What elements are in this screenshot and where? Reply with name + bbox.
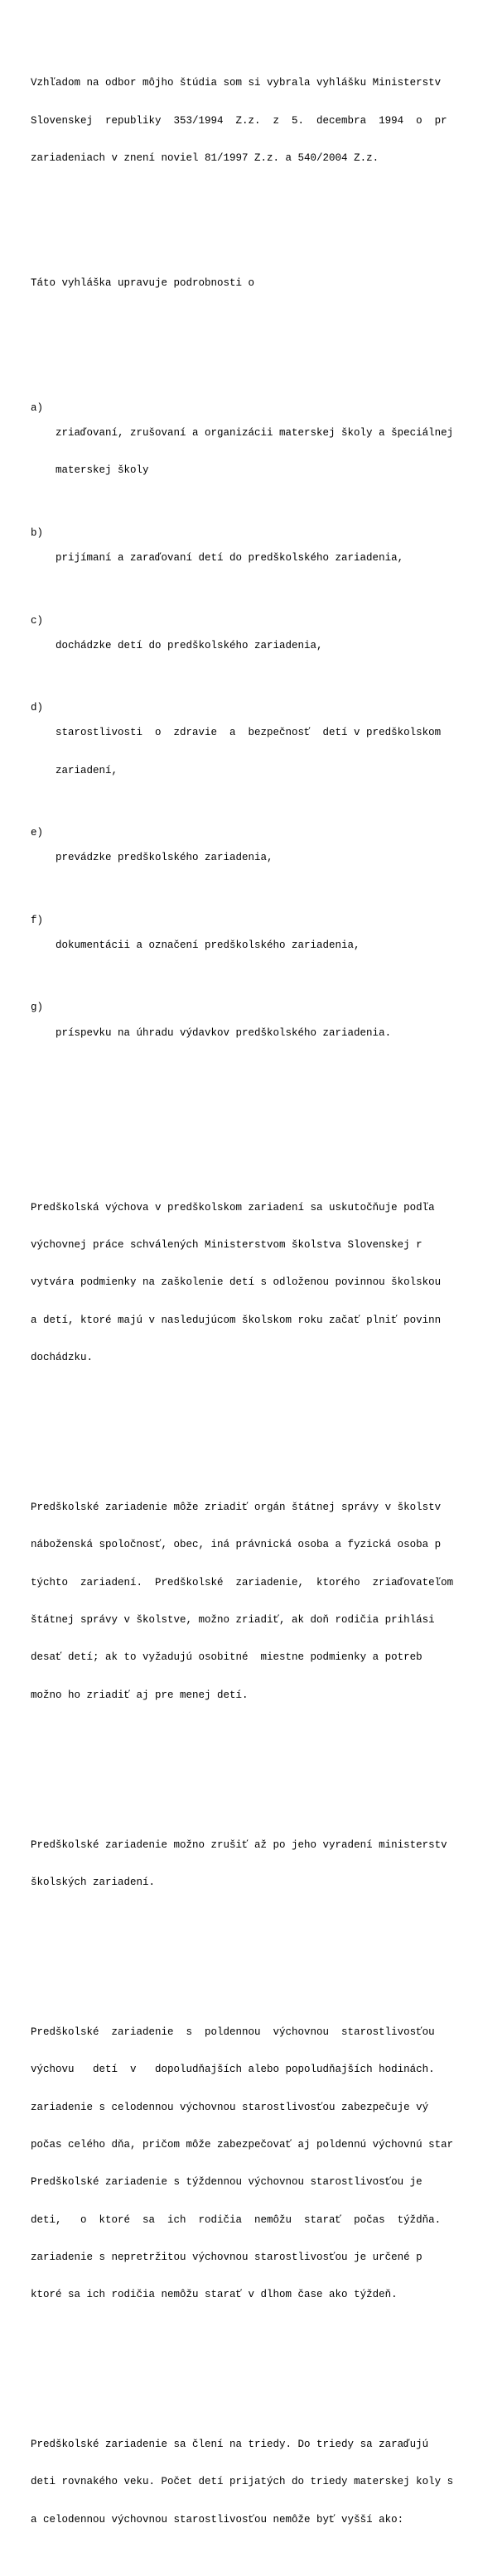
list-item-text: dokumentácii a označení predškolského zariadenia, — [56, 939, 360, 951]
list-item-text: príspevku na úhradu výdavkov predškolského zariadenia. — [56, 1026, 392, 1039]
list-item — [31, 702, 478, 802]
list-item — [31, 527, 478, 589]
text-line: týchto zariadení. Predškolské zariadenie, ktorého zriaďovateľom — [31, 1576, 454, 1588]
text-line: výchovu detí v dopoludňajších alebo popoludňajších hodinách. — [31, 2064, 435, 2076]
text-line: desať detí; ak to vyžadujú osobitné miestne podmienky a potreb — [31, 1651, 422, 1664]
text-line: a celodennou výchovnou starostlivosťou nemôže byť vyšší ako: — [31, 2513, 404, 2526]
text-line: školských zariadení. — [31, 1876, 156, 1888]
text-line: vytvára podmienky na zaškolenie detí s odloženou povinnou školskou — [31, 1276, 442, 1289]
text-line: zariadenie s nepretržitou výchovnou starostlivosťou je určené p — [31, 2251, 422, 2263]
text-line: ktoré sa ich rodičia nemôžu starať v dlhom čase ako týždeň. — [31, 2289, 398, 2301]
list-item-text: prevádzke predškolského zariadenia, — [56, 852, 273, 864]
list-item-text: materskej školy — [56, 464, 149, 477]
list-item — [31, 1002, 478, 1064]
list-marker: c) — [31, 614, 44, 627]
list-marker: b) — [31, 526, 44, 539]
text-line: Predškolské zariadenie s poldennou výchovnou starostlivosťou — [31, 2026, 435, 2039]
paragraph — [31, 2414, 478, 2551]
text-line: zariadeniach v znení noviel 81/1997 Z.z. a 540/2004 Z.z. — [31, 152, 379, 165]
text-line: Predškolské zariadenie s týždennou výchovnou starostlivosťou je — [31, 2176, 422, 2189]
list-marker: g) — [31, 1002, 44, 1014]
text-line: Predškolská výchova v predškolskom zariadení sa uskutočňuje podľa — [31, 1201, 435, 1214]
text-line: deti, o ktoré sa ich rodičia nemôžu starať počas týždňa. — [31, 2213, 442, 2226]
text-line: výchovnej práce schválených Ministerstvom školstva Slovenskej r — [31, 1239, 422, 1252]
text-line: zariadenie s celodennou výchovnou starostlivosťou zabezpečuje vý — [31, 2101, 429, 2113]
text-line: a detí, ktoré majú v nasledujúcom školskom roku začať plniť povinn — [31, 1314, 442, 1326]
list-item-text: prijímaní a zaraďovaní detí do predškolského zariadenia, — [56, 552, 404, 565]
paragraph — [31, 2002, 478, 2326]
paragraph — [31, 1177, 478, 1390]
text-line: náboženská spoločnosť, obec, iná právnická osoba a fyzická osoba p — [31, 1539, 442, 1551]
list-marker: a) — [31, 401, 44, 414]
list-item — [31, 827, 478, 889]
text-line: štátnej správy v školstve, možno zriadiť, ak doň rodičia prihlási — [31, 1614, 435, 1626]
list-item — [31, 915, 478, 977]
document-body — [31, 15, 478, 2576]
text-line: deti rovnakého veku. Počet detí prijatých do triedy materskej koly s — [31, 2476, 454, 2488]
list-item — [31, 402, 478, 502]
text-line: Vzhľadom na odbor môjho štúdia som si vybrala vyhlášku Ministerstv — [31, 77, 442, 89]
paragraph — [31, 1814, 478, 1915]
list-item-text: starostlivosti o zdravie a bezpečnosť detí v predškolskom — [56, 727, 442, 739]
text-line: možno ho zriadiť aj pre menej detí. — [31, 1689, 249, 1701]
list-intro: Táto vyhláška upravuje podrobnosti o — [31, 276, 255, 289]
list-marker: f) — [31, 914, 44, 926]
list-marker: d) — [31, 702, 44, 714]
list-marker: e) — [31, 827, 44, 839]
text-line: počas celého dňa, pričom môže zabezpečovať aj poldennú výchovnú star — [31, 2138, 454, 2151]
intro-paragraph — [31, 52, 478, 190]
list-item-text: zriaďovaní, zrušovaní a organizácii materskej školy a špeciálnej — [56, 427, 454, 440]
list-item-text: dochádzke detí do predškolského zariadenia, — [56, 639, 323, 651]
text-line: Predškolské zariadenie sa člení na triedy. Do triedy sa zaraďujú — [31, 2439, 429, 2451]
text-line: Predškolské zariadenie môže zriadiť orgán štátnej správy v školstv — [31, 1502, 442, 1514]
lettered-list — [31, 377, 478, 1089]
text-line: Slovenskej republiky 353/1994 Z.z. z 5. decembra 1994 o pr — [31, 114, 447, 127]
paragraph — [31, 1477, 478, 1727]
text-line: Predškolské zariadenie možno zrušiť až po jeho vyradení ministerstv — [31, 1838, 447, 1851]
text-line: dochádzku. — [31, 1352, 94, 1364]
list-item-text: zariadení, — [56, 764, 118, 776]
list-item — [31, 615, 478, 677]
